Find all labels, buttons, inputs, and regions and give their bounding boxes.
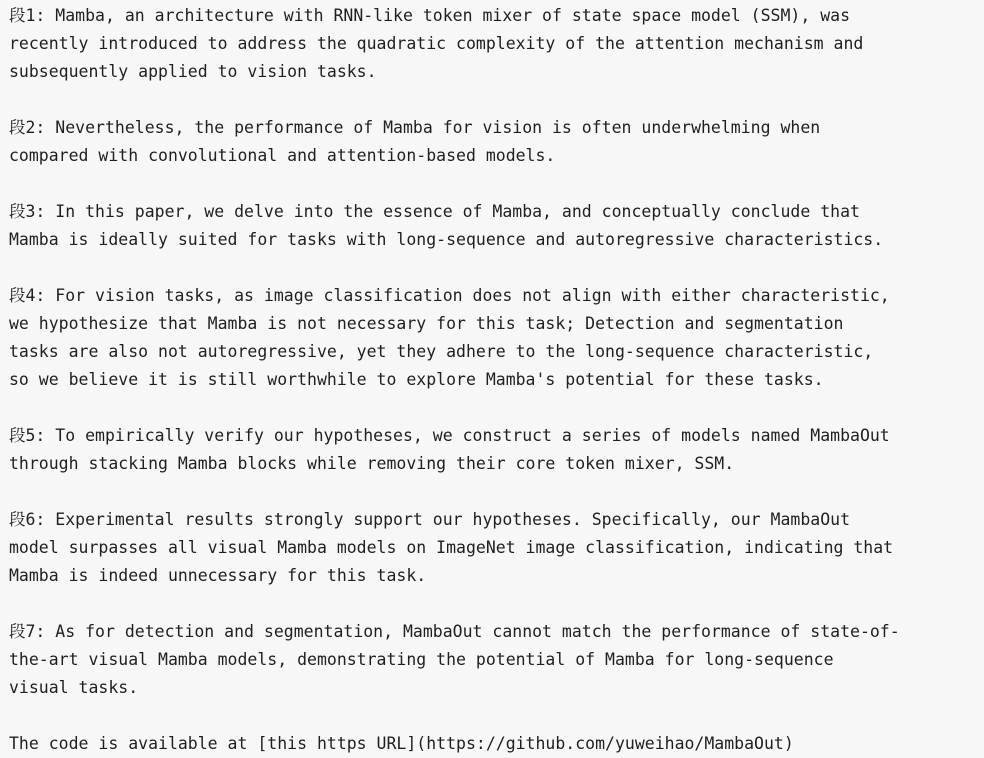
paragraph-gap bbox=[9, 590, 984, 618]
paragraph-gap bbox=[9, 702, 984, 730]
paragraph-1: 段1: Mamba, an architecture with RNN-like token mixer of state space model (SSM), was recently introduced to address the quadratic complexity of the attention mechanism and subsequently applied to vision tasks. bbox=[9, 6, 864, 81]
code-availability-line: The code is available at [this https URL](https://github.com/yuweihao/MambaOut) bbox=[9, 734, 794, 753]
paragraph-3: 段3: In this paper, we delve into the essence of Mamba, and conceptually conclude that Mamba is ideally suited for tasks with long-sequence and autoregressive characteristics. bbox=[9, 202, 884, 249]
paragraph-gap bbox=[9, 170, 984, 198]
paragraph-2: 段2: Nevertheless, the performance of Mamba for vision is often underwhelming when compared with convolutional and attention-based models. bbox=[9, 118, 821, 165]
paragraph-gap bbox=[9, 478, 984, 506]
paragraph-gap bbox=[9, 254, 984, 282]
paragraph-6: 段6: Experimental results strongly support our hypotheses. Specifically, our MambaOut model surpasses all visual Mamba models on ImageNet image classification, indicating that Mamba is indeed unnecessary for this task. bbox=[9, 510, 894, 585]
paragraph-4: 段4: For vision tasks, as image classification does not align with either characteristic, we hypothesize that Mamba is not necessary for this task; Detection and segmentation tasks are also not autoregressive, yet they adhere to the long-sequence characteristic, so we believe it is still worthwhile to explore Mamba's potential for these tasks. bbox=[9, 286, 890, 389]
paragraph-gap bbox=[9, 394, 984, 422]
paragraph-7: 段7: As for detection and segmentation, MambaOut cannot match the performance of state-of- the-art visual Mamba models, demonstrating the potential of Mamba for long-sequence visual tasks. bbox=[9, 622, 900, 697]
paragraph-gap bbox=[9, 86, 984, 114]
paragraph-5: 段5: To empirically verify our hypotheses, we construct a series of models named MambaOut through stacking Mamba blocks while removing their core token mixer, SSM. bbox=[9, 426, 890, 473]
